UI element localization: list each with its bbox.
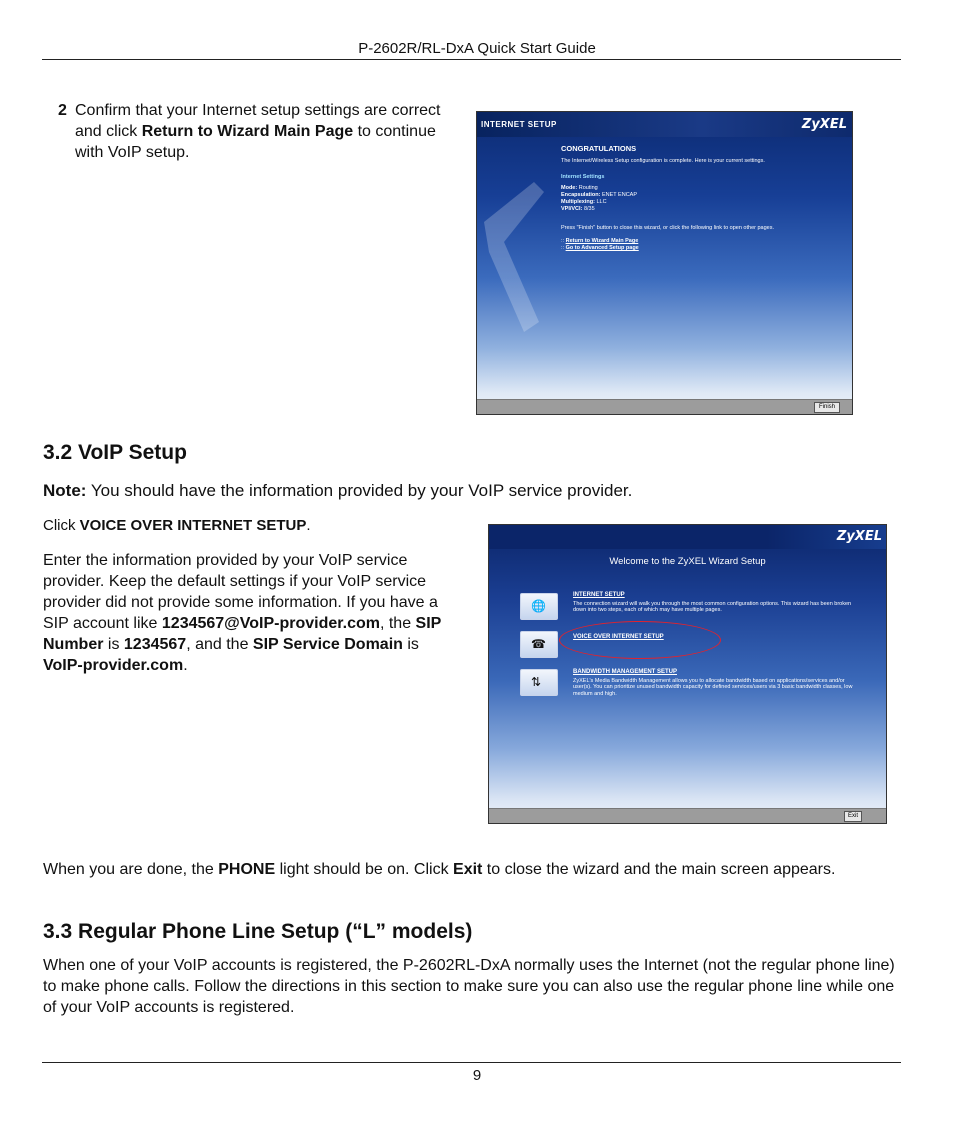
voip-setup-heading: 3.2 VoIP Setup (43, 441, 187, 464)
wizard-setup-screenshot (488, 524, 887, 824)
voip-text: is (103, 636, 124, 653)
setting-value: Routing (578, 185, 598, 191)
setup-complete-text: The Internet/Wireless Setup configuration is complete. Here is your current settings. (561, 158, 765, 164)
link-row: :: Return to Wizard Main Page (561, 238, 639, 244)
settings-list (561, 185, 841, 213)
zyxel-logo: ZyXEL (801, 117, 847, 132)
highlight-circle (559, 621, 721, 659)
link-row: :: Go to Advanced Setup page (561, 245, 639, 251)
setting-row (561, 199, 841, 206)
voice-over-internet-label: VOICE OVER INTERNET SETUP (79, 517, 307, 534)
step-2 (58, 100, 468, 163)
regular-phone-heading: 3.3 Regular Phone Line Setup (“L” models) (43, 920, 473, 943)
swoosh-graphic-icon (479, 182, 549, 332)
zyxel-logo: ZyXEL (836, 529, 882, 544)
internet-setup-screenshot (476, 111, 853, 415)
step-number: 2 (58, 102, 67, 119)
regular-phone-paragraph: When one of your VoIP accounts is registered, the P-2602RL-DxA normally uses the Internet (not the regular phone line) to make phone calls. Follow the directions in this section to make sure you can also use the regular phone line while one of your VoIP accounts is registered. (43, 957, 895, 1016)
step-text-part: to continue with VoIP setup. (75, 123, 436, 161)
sip-number-value: 1234567 (123, 636, 187, 653)
voip-info-paragraph (43, 550, 463, 676)
setting-value: 8/35 (583, 206, 595, 212)
step-text (75, 100, 468, 163)
click-instruction (43, 515, 473, 536)
setting-key: Multiplexing: (561, 199, 595, 205)
page-header-title: P-2602R/RL-DxA Quick Start Guide (358, 40, 596, 57)
header-rule (42, 59, 901, 60)
screenshot-bottom-bar (489, 808, 886, 823)
advanced-setup-link[interactable]: Go to Advanced Setup page (565, 245, 639, 251)
internet-settings-label: Internet Settings (561, 174, 605, 180)
screenshot-title-bar (489, 525, 886, 549)
sip-domain-value: VoIP-provider.com (43, 657, 184, 674)
internet-setup-link[interactable]: INTERNET SETUP (573, 592, 625, 598)
internet-setup-description: The connection wizard will walk you through the most common configuration options. This wizard has been broken down into two steps, each of which may have multiple pages. (573, 600, 852, 613)
sip-account-example: 1234567@VoIP-provider.com (161, 615, 380, 632)
voip-phone-icon[interactable]: ☎ (520, 631, 558, 658)
setting-value: LLC (596, 199, 607, 205)
screenshot-content (561, 145, 841, 252)
setting-key: VPI/VCI: (561, 206, 583, 212)
exit-button[interactable]: Exit (844, 811, 862, 822)
sip-domain-label: SIP Service Domain (252, 636, 403, 653)
voip-text: Enter the information provided by your VoIP service provider. Keep the default settings if your VoIP service provider did not provide some information. If you have a SIP account like (43, 552, 438, 632)
screenshot-title-bar (477, 112, 852, 137)
click-text-end: . (306, 517, 311, 534)
press-finish-text: Press "Finish" button to close this wizard, or click the following link to open other pages. (561, 225, 775, 231)
internet-globe-icon[interactable]: 🌐 (520, 593, 558, 620)
screenshot-title: INTERNET SETUP (481, 120, 557, 129)
voip-text: , the (379, 615, 416, 632)
return-to-wizard-link[interactable]: Return to Wizard Main Page (565, 238, 639, 244)
step-text-part: Confirm that your Internet setup settings are correct and click (75, 102, 441, 140)
bandwidth-management-link[interactable]: BANDWIDTH MANAGEMENT SETUP (573, 669, 677, 675)
sip-number-label: SIP Number (43, 615, 442, 653)
voip-text: is (402, 636, 419, 653)
phone-light-label: PHONE (218, 861, 276, 878)
done-paragraph (43, 859, 903, 880)
setting-row (561, 206, 841, 213)
setting-row (561, 192, 841, 199)
note-paragraph (43, 480, 903, 501)
wizard-item-bandwidth (573, 669, 858, 697)
voice-over-internet-setup-link[interactable]: VOICE OVER INTERNET SETUP (573, 634, 664, 640)
click-text: Click (43, 517, 80, 534)
footer-rule (42, 1062, 901, 1063)
congratulations-heading: CONGRATULATIONS (561, 144, 637, 153)
done-text: When you are done, the (43, 861, 219, 878)
voip-text: . (183, 657, 188, 674)
exit-label: Exit (453, 861, 483, 878)
note-label: Note: (43, 481, 87, 500)
wizard-item-internet-setup (573, 592, 858, 614)
setting-value: ENET ENCAP (601, 192, 637, 198)
bandwidth-icon[interactable]: ⇅ (520, 669, 558, 696)
page-number: 9 (472, 1067, 482, 1084)
wizard-welcome-title: Welcome to the ZyXEL Wizard Setup (609, 556, 766, 567)
voip-text: , and the (186, 636, 253, 653)
setting-row (561, 185, 841, 192)
done-text: to close the wizard and the main screen appears. (482, 861, 836, 878)
setting-key: Mode: (561, 185, 578, 191)
done-text: light should be on. Click (275, 861, 454, 878)
step-bold-link-name: Return to Wizard Main Page (141, 123, 354, 140)
screenshot-bottom-bar (477, 399, 852, 414)
bandwidth-description: ZyXEL's Media Bandwidth Management allows you to allocate bandwidth based on applications/services and/or user(s). You can prioritize unused bandwidth capacity for defined services/users via 3 basic bandwidth classes, low medium and high. (573, 677, 853, 697)
note-text: You should have the information provided by your VoIP service provider. (86, 481, 633, 500)
finish-button[interactable]: Finish (814, 402, 840, 413)
setting-key: Encapsulation: (561, 192, 601, 198)
